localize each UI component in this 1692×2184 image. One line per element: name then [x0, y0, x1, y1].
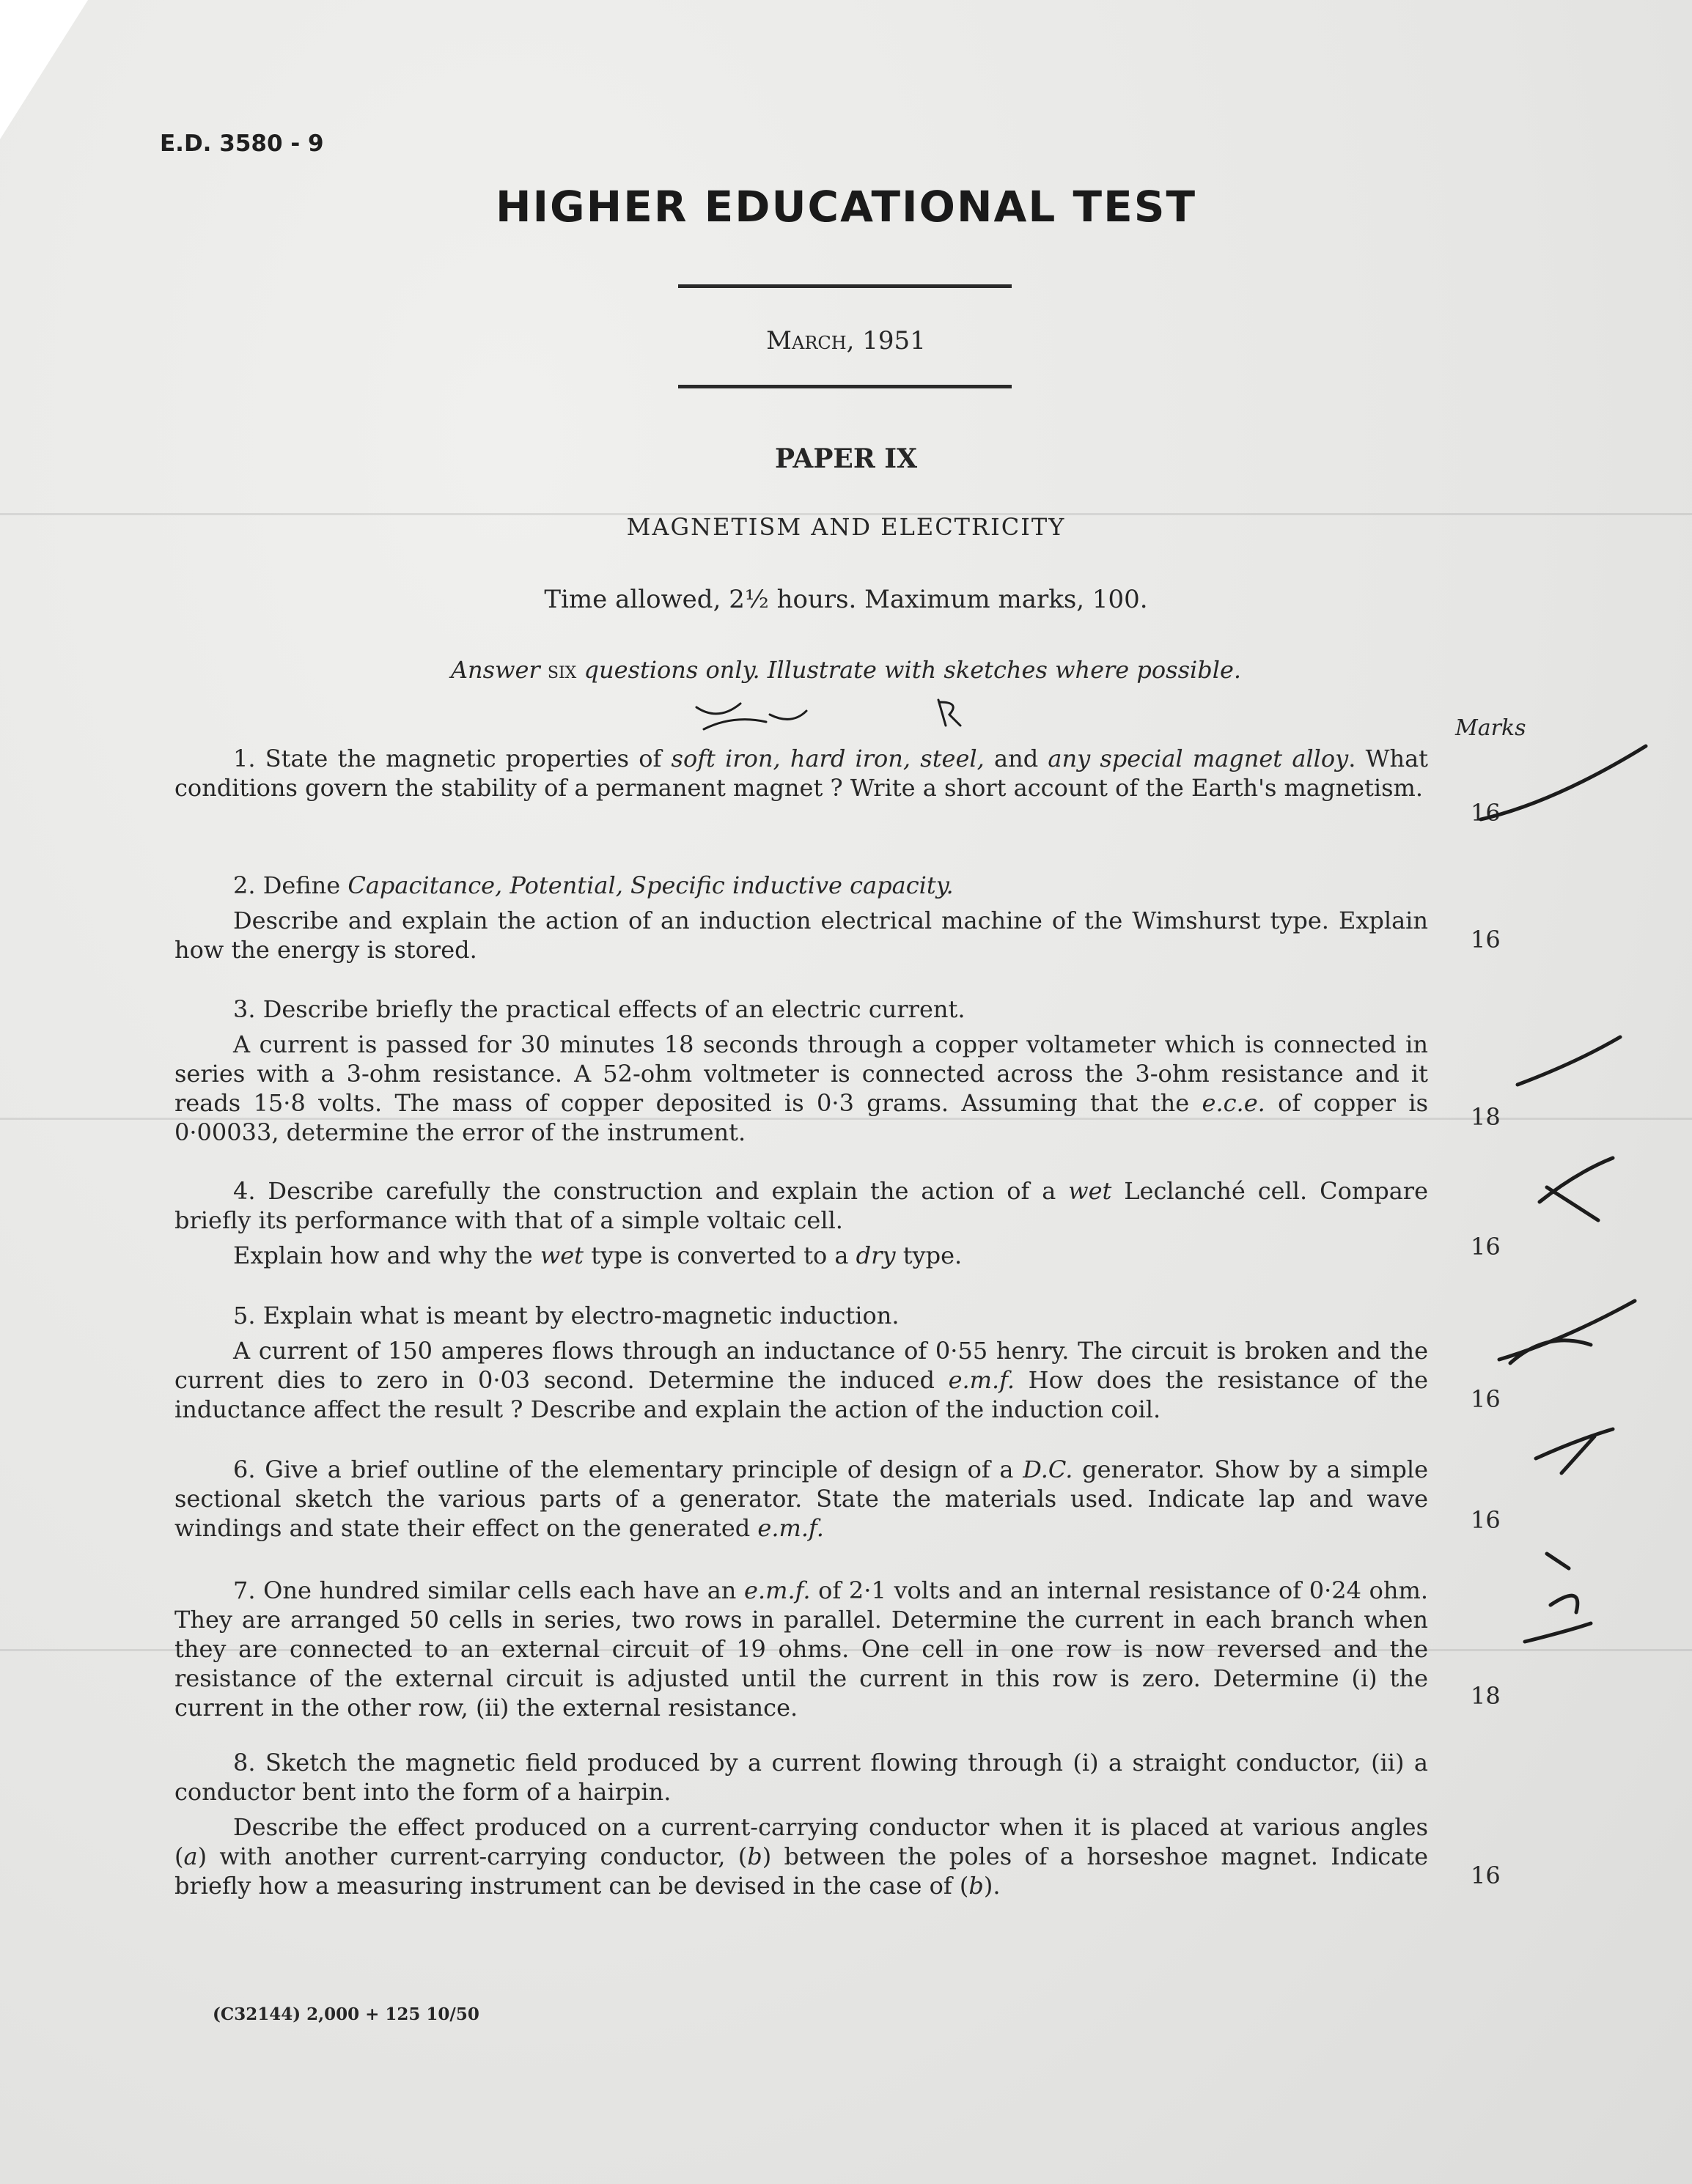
question-text: of copper is 0·00033, determine the error of the instrument. — [174, 1089, 1429, 1146]
question-text: ). — [983, 1872, 1001, 1900]
question-2 — [174, 871, 1428, 964]
question-paragraph — [174, 1030, 1428, 1147]
question-text: How does the resistance of the inductance affect the result ? Describe and explain the action of the induction coil. — [174, 1366, 1429, 1423]
time-allowed: Time allowed, 2½ hours. Maximum marks, 100. — [544, 585, 1148, 614]
question-1 — [174, 744, 1428, 803]
question-text: 5. Explain what is meant by electro-magnetic induction. — [233, 1302, 900, 1329]
question-text: Describe and explain the action of an induction electrical machine of the Wimshurst type. Explain how the energy is stored. — [174, 907, 1428, 964]
question-paragraph — [174, 744, 1428, 803]
instructions — [0, 656, 1692, 684]
question-text: A current of 150 amperes flows through an inductance of 0·55 henry. The circuit is broken and the current dies to zero in 0·03 second. Determine the induced — [174, 1337, 1428, 1394]
question-5 — [174, 1301, 1428, 1424]
question-3 — [174, 995, 1428, 1147]
question-7 — [174, 1576, 1428, 1722]
question-text: Describe the effect produced on a current-carrying conductor when it is placed at various angles ( — [174, 1813, 1428, 1870]
question-7-marks: 18 — [1471, 1682, 1501, 1710]
question-text: wet — [1068, 1177, 1112, 1205]
question-text: . What conditions govern the stability of a permanent magnet ? Write a short account of the Earth's magnetism. — [174, 745, 1429, 802]
question-paragraph — [174, 1176, 1428, 1235]
question-1-marks: 16 — [1471, 799, 1501, 827]
question-text: 7. One hundred similar cells each have an — [233, 1576, 745, 1604]
question-text: of 2·1 volts and an internal resistance of 0·24 ohm. They are arranged 50 cells in series, two rows in parallel. Determine the current in each branch when they are connected to an external circuit of 19 ohms. One cell in one row is now reversed and the resistance of the external circuit is adjusted until the current in this row is zero. Determine (i) the current in the other row, (ii) the external resistance. — [174, 1576, 1429, 1722]
question-paragraph — [174, 906, 1428, 964]
question-text: soft iron, hard iron, steel, — [671, 745, 985, 772]
question-paragraph — [174, 871, 1428, 900]
question-3-marks: 18 — [1471, 1103, 1501, 1131]
question-paragraph — [174, 995, 1428, 1024]
paper-number: PAPER IX — [774, 443, 918, 474]
question-text: Explain how and why the — [233, 1242, 540, 1269]
question-text: 2. Define — [233, 871, 348, 899]
question-6 — [174, 1455, 1428, 1543]
print-code: (C32144) 2,000 + 125 10/50 — [213, 2004, 479, 2024]
question-paragraph — [174, 1241, 1428, 1270]
question-text: 8. Sketch the magnetic field produced by a current flowing through (i) a straight conductor, (ii) a conductor bent into the form of a hairpin. — [174, 1749, 1428, 1806]
question-2-marks: 16 — [1471, 926, 1501, 953]
question-text: and — [984, 745, 1048, 772]
question-text: b — [968, 1872, 984, 1900]
question-4-marks: 16 — [1471, 1233, 1501, 1261]
question-text: b — [747, 1842, 762, 1870]
question-text: Capacitance, Potential, Specific inductive capacity. — [347, 871, 954, 899]
question-text: A current is passed for 30 minutes 18 seconds through a copper voltameter which is connected in series with a 3-ohm resistance. A 52-ohm voltmeter is connected across the 3-ohm resistance and it reads 15·8 volts. The mass of copper deposited is 0·3 grams. Assuming that the — [174, 1030, 1428, 1117]
question-text: a — [183, 1842, 198, 1870]
question-text: 6. Give a brief outline of the elementary principle of design of a — [233, 1456, 1023, 1483]
marks-heading: Marks — [1455, 715, 1526, 741]
question-text: type is converted to a — [584, 1242, 856, 1269]
question-text: e.m.f. — [757, 1514, 824, 1542]
date-rule — [678, 385, 1012, 388]
question-text: any special magnet alloy — [1048, 745, 1349, 772]
exam-date: March, 1951 — [766, 326, 926, 355]
question-text: type. — [895, 1242, 963, 1269]
question-text: e.c.e. — [1202, 1089, 1265, 1117]
question-text: 3. Describe briefly the practical effects of an electric current. — [233, 995, 965, 1023]
question-text: wet — [540, 1242, 584, 1269]
question-text: 4. Describe carefully the construction and explain the action of a — [233, 1177, 1069, 1205]
subject-heading: MAGNETISM AND ELECTRICITY — [626, 513, 1066, 541]
question-text: ) between the poles of a horseshoe magnet. Indicate briefly how a measuring instrument can be devised in the case of ( — [174, 1842, 1429, 1900]
title-rule — [678, 284, 1012, 288]
question-paragraph — [174, 1301, 1428, 1330]
question-text: e.m.f. — [744, 1576, 811, 1604]
question-text: dry — [856, 1242, 896, 1269]
question-text: e.m.f. — [948, 1366, 1015, 1394]
question-text: ) with another current-carrying conductor, ( — [197, 1842, 748, 1870]
question-4 — [174, 1176, 1428, 1270]
question-paragraph — [174, 1576, 1428, 1722]
question-paragraph — [174, 1748, 1428, 1807]
question-text: 1. State the magnetic properties of — [233, 745, 672, 772]
question-8-marks: 16 — [1471, 1862, 1501, 1889]
question-5-marks: 16 — [1471, 1385, 1501, 1413]
question-8 — [174, 1748, 1428, 1900]
instructions-count: six — [547, 656, 577, 684]
folded-corner — [0, 0, 88, 139]
question-text: D.C. — [1023, 1456, 1073, 1483]
question-text: generator. Show by a simple sectional sketch the various parts of a generator. State the materials used. Indicate lap and wave windings and state their effect on the generated — [174, 1456, 1429, 1542]
document-code: E.D. 3580 - 9 — [160, 130, 324, 157]
instructions-text: questions only. Illustrate with sketches where possible. — [576, 656, 1242, 684]
question-paragraph — [174, 1336, 1428, 1424]
question-text: Leclanché cell. Compare briefly its performance with that of a simple voltaic cell. — [174, 1177, 1429, 1234]
question-paragraph — [174, 1455, 1428, 1543]
question-paragraph — [174, 1812, 1428, 1900]
page-title: HIGHER EDUCATIONAL TEST — [495, 182, 1197, 232]
instructions-text: Answer — [450, 656, 548, 684]
question-6-marks: 16 — [1471, 1506, 1501, 1534]
